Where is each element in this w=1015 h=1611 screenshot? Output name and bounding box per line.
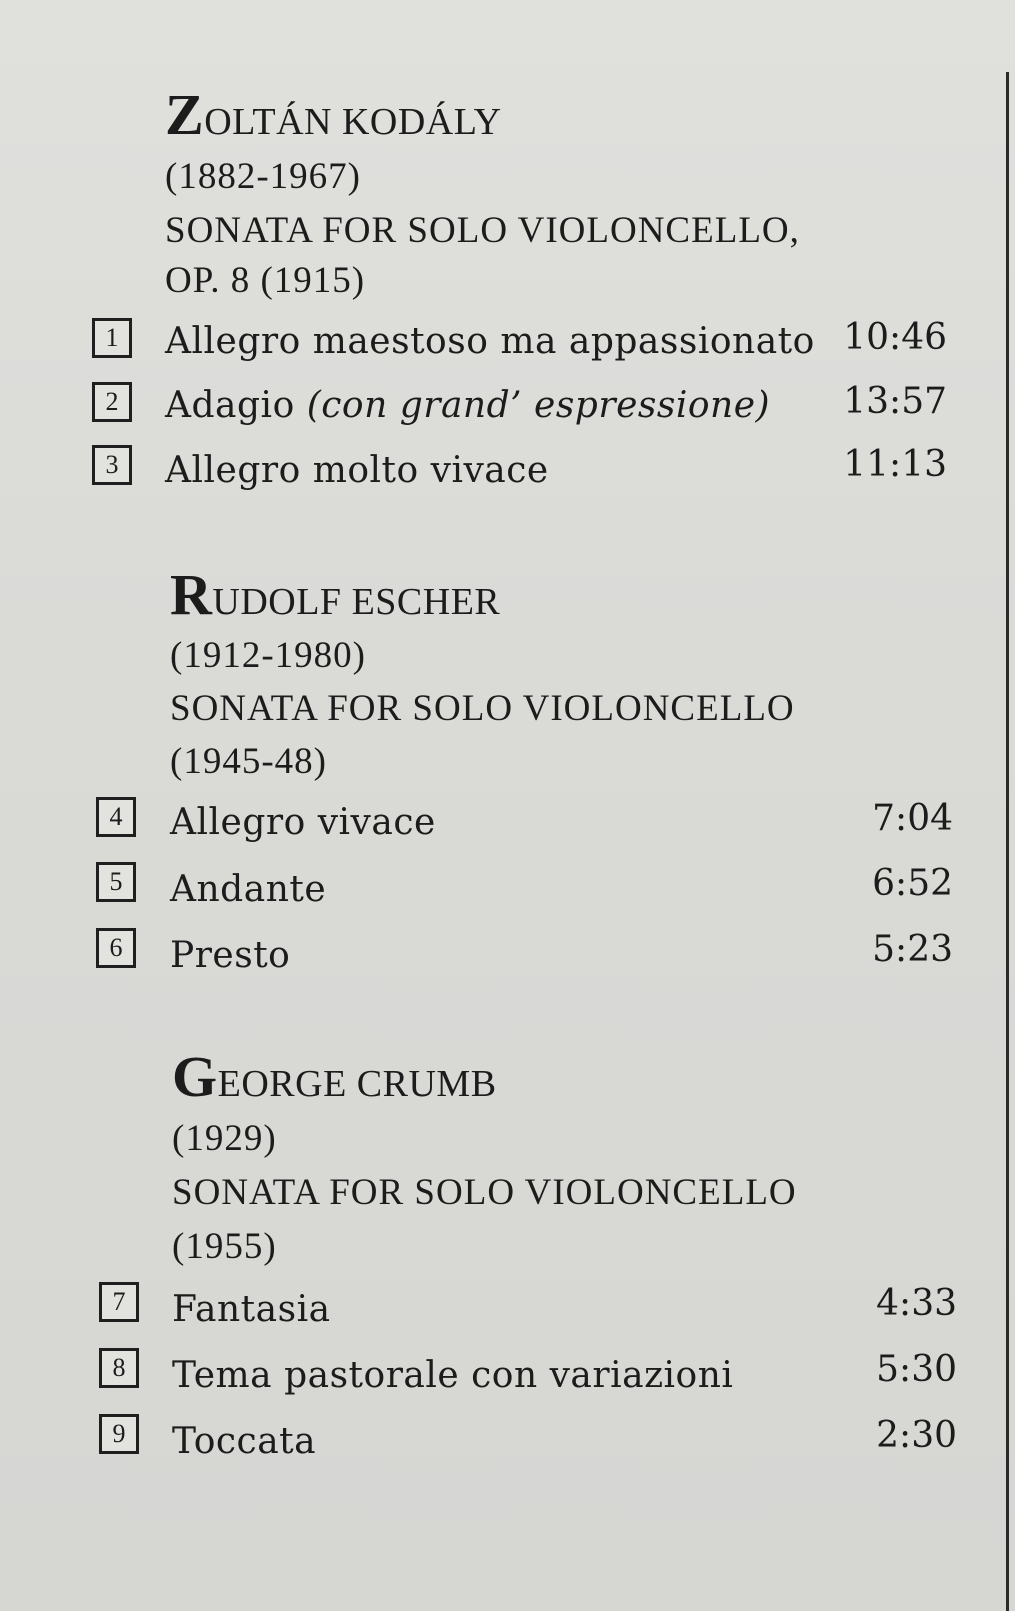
composer-dates: (1912-1980): [170, 635, 366, 676]
work-title-line2: (1945-48): [170, 741, 327, 782]
composer-dates: (1929): [172, 1118, 277, 1159]
track-duration: 13:57: [843, 381, 947, 422]
track-title: Allegro maestoso ma appassionato: [165, 321, 815, 362]
track-row: [0, 928, 1015, 978]
track-title: Andante: [170, 869, 327, 910]
work-title-line1: SONATA FOR SOLO VIOLONCELLO: [172, 1172, 797, 1213]
track-row: [0, 1348, 1015, 1398]
composer-name-rest: EORGE CRUMB: [217, 1063, 497, 1105]
track-title: [165, 385, 771, 426]
work-title-line1: SONATA FOR SOLO VIOLONCELLO: [170, 688, 795, 729]
track-duration: 7:04: [872, 798, 953, 839]
track-title: Presto: [170, 935, 291, 976]
work-title-line2: (1955): [172, 1226, 277, 1267]
track-title: Fantasia: [172, 1289, 331, 1330]
track-duration: 2:30: [876, 1415, 957, 1456]
track-number-box: 5: [96, 862, 136, 902]
track-title: Allegro vivace: [170, 802, 436, 843]
track-number-box: 1: [92, 318, 132, 358]
track-duration: 10:46: [843, 317, 947, 358]
track-row: [0, 318, 1015, 368]
track-number-box: 7: [99, 1282, 139, 1322]
track-duration: 11:13: [843, 444, 947, 485]
track-title: Allegro molto vivace: [165, 450, 549, 491]
track-row: [0, 862, 1015, 912]
track-title-plain: Adagio: [165, 385, 307, 426]
track-title: Toccata: [172, 1421, 317, 1462]
track-number-box: 9: [99, 1414, 139, 1454]
track-title: Tema pastorale con variazioni: [172, 1355, 734, 1396]
composer-initial: G: [172, 1044, 218, 1109]
track-duration: 5:23: [872, 929, 953, 970]
track-duration: 5:30: [876, 1349, 957, 1390]
composer-name-rest: UDOLF ESCHER: [212, 581, 501, 623]
composer-name-rest: OLTÁN KODÁLY: [204, 101, 502, 143]
work-title-line2: OP. 8 (1915): [165, 260, 366, 301]
track-row: [0, 797, 1015, 847]
track-row: [0, 382, 1015, 432]
composer-name: [165, 82, 502, 147]
composer-name: [170, 562, 501, 627]
composer-dates: (1882-1967): [165, 156, 361, 197]
track-duration: 4:33: [876, 1283, 957, 1324]
track-number-box: 8: [99, 1348, 139, 1388]
composer-initial: Z: [165, 82, 205, 147]
track-number-box: 4: [96, 797, 136, 837]
track-row: [0, 1414, 1015, 1464]
track-title-italic: (con grand’ espressione): [306, 385, 771, 426]
track-duration: 6:52: [872, 863, 953, 904]
work-title-line1: SONATA FOR SOLO VIOLONCELLO,: [165, 210, 800, 251]
track-row: [0, 1282, 1015, 1332]
track-row: [0, 445, 1015, 495]
track-number-box: 6: [96, 928, 136, 968]
composer-initial: R: [170, 562, 213, 627]
track-number-box: 3: [92, 445, 132, 485]
track-number-box: 2: [92, 382, 132, 422]
composer-name: [172, 1044, 497, 1109]
